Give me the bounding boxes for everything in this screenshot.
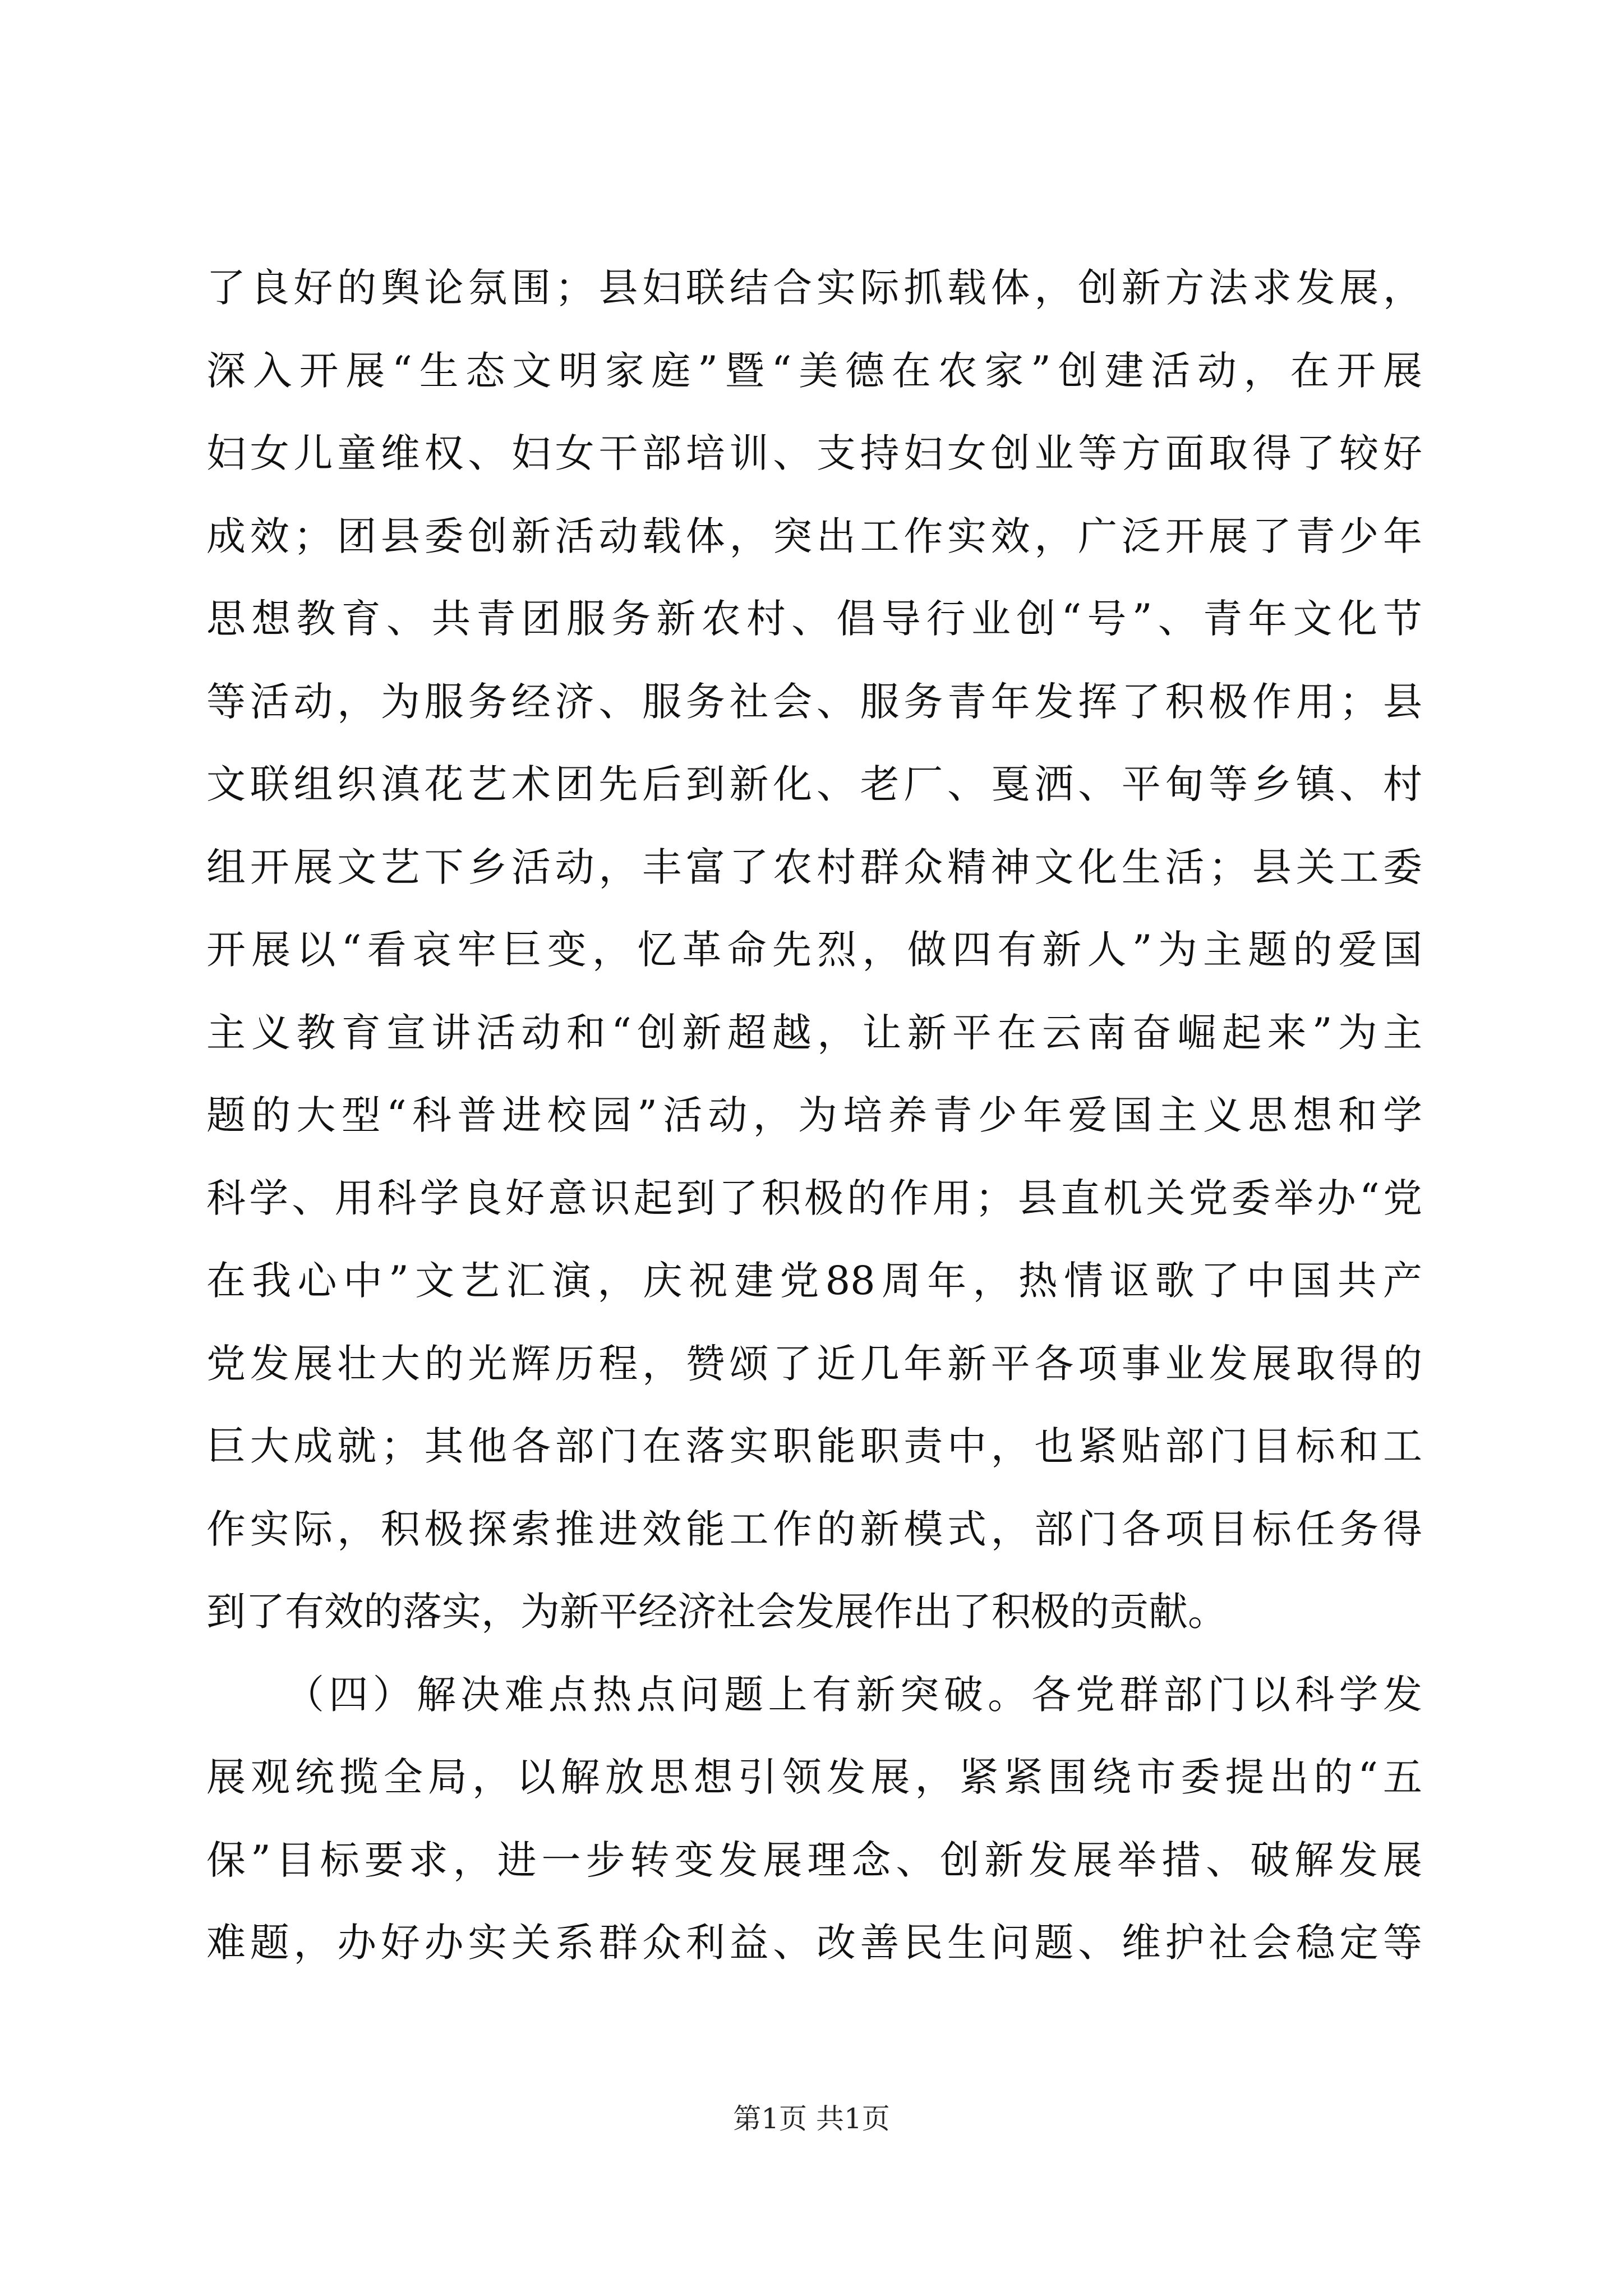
text-line: 组开展文艺下乡活动，丰富了农村群众精神文化生活；县关工委 bbox=[206, 844, 1422, 890]
text-line: 展观统揽全局，以解放思想引领发展，紧紧围绕市委提出的“五 bbox=[206, 1754, 1422, 1800]
section-heading-line: （四）解决难点热点问题上有新突破。各党群部门以科学发 bbox=[285, 1671, 1422, 1718]
text-line: 成效；团县委创新活动载体，突出工作实效，广泛开展了青少年 bbox=[206, 513, 1422, 559]
text-line: 难题，办好办实关系群众利益、改善民生问题、维护社会稳定等 bbox=[206, 1920, 1422, 1966]
text-line: 文联组织滇花艺术团先后到新化、老厂、戛洒、平甸等乡镇、村 bbox=[206, 761, 1422, 807]
text-line: 保”目标要求，进一步转变发展理念、创新发展举措、破解发展 bbox=[206, 1837, 1422, 1883]
text-line: 作实际，积极探索推进效能工作的新模式，部门各项目标任务得 bbox=[206, 1506, 1422, 1552]
text-line: 在我心中”文艺汇演，庆祝建党88周年，热情讴歌了中国共产 bbox=[206, 1258, 1422, 1304]
body-text bbox=[206, 247, 1422, 1985]
text-line: 妇女儿童维权、妇女干部培训、支持妇女创业等方面取得了较好 bbox=[206, 430, 1422, 476]
text-line: 思想教育、共青团服务新农村、倡导行业创“号”、青年文化节 bbox=[206, 596, 1422, 642]
text-line: 到了有效的落实，为新平经济社会发展作出了积极的贡献。 bbox=[206, 1589, 1227, 1635]
text-line: 主义教育宣讲活动和“创新超越，让新平在云南奋崛起来”为主 bbox=[206, 1009, 1422, 1056]
text-line: 深入开展“生态文明家庭”暨“美德在农家”创建活动，在开展 bbox=[206, 347, 1422, 394]
text-line: 了良好的舆论氛围；县妇联结合实际抓载体，创新方法求发展， bbox=[206, 265, 1422, 311]
text-line: 巨大成就；其他各部门在落实职能职责中，也紧贴部门目标和工 bbox=[206, 1423, 1422, 1469]
page-number-footer: 第1页 共1页 bbox=[733, 2102, 890, 2135]
text-line: 等活动，为服务经济、服务社会、服务青年发挥了积极作用；县 bbox=[206, 678, 1422, 725]
text-line: 科学、用科学良好意识起到了积极的作用；县直机关党委举办“党 bbox=[206, 1175, 1422, 1221]
text-line: 题的大型“科普进校园”活动，为培养青少年爱国主义思想和学 bbox=[206, 1092, 1422, 1138]
text-line: 开展以“看哀牢巨变，忆革命先烈，做四有新人”为主题的爱国 bbox=[206, 927, 1422, 973]
text-line: 党发展壮大的光辉历程，赞颂了近几年新平各项事业发展取得的 bbox=[206, 1340, 1422, 1387]
